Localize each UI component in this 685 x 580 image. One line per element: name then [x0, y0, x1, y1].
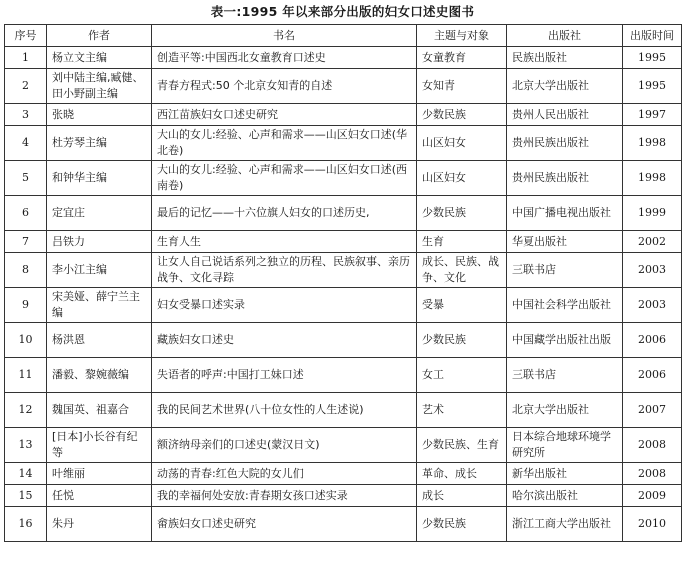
cell-title: 大山的女儿:经验、心声和需求——山区妇女口述(华北卷)	[152, 126, 417, 161]
cell-author: 和钟华主编	[47, 161, 152, 196]
table-row	[5, 69, 682, 104]
header-publisher: 出版社	[507, 25, 623, 47]
cell-num: 3	[5, 104, 47, 126]
cell-title: 我的幸福何处安放:青春期女孩口述实录	[152, 485, 417, 507]
table-row	[5, 47, 682, 69]
cell-num: 14	[5, 463, 47, 485]
table-row	[5, 231, 682, 253]
cell-publisher: 中国社会科学出版社	[507, 288, 623, 323]
cell-publisher: 贵州人民出版社	[507, 104, 623, 126]
table-row	[5, 393, 682, 428]
cell-publisher: 贵州民族出版社	[507, 161, 623, 196]
header-title: 书名	[152, 25, 417, 47]
table-row	[5, 507, 682, 542]
header-num: 序号	[5, 25, 47, 47]
cell-num: 6	[5, 196, 47, 231]
cell-num: 7	[5, 231, 47, 253]
cell-publisher: 哈尔滨出版社	[507, 485, 623, 507]
cell-title: 畲族妇女口述史研究	[152, 507, 417, 542]
cell-topic: 山区妇女	[417, 126, 507, 161]
table-row	[5, 463, 682, 485]
cell-topic: 革命、成长	[417, 463, 507, 485]
cell-topic: 生育	[417, 231, 507, 253]
cell-author: 魏国英、祖嘉合	[47, 393, 152, 428]
cell-num: 15	[5, 485, 47, 507]
cell-num: 8	[5, 253, 47, 288]
cell-title: 大山的女儿:经验、心声和需求——山区妇女口述(西南卷)	[152, 161, 417, 196]
cell-topic: 成长、民族、战争、文化	[417, 253, 507, 288]
header-topic: 主题与对象	[417, 25, 507, 47]
cell-num: 12	[5, 393, 47, 428]
cell-author: 宋美娅、薛宁兰主编	[47, 288, 152, 323]
cell-year: 1998	[623, 126, 682, 161]
cell-year: 1995	[623, 47, 682, 69]
cell-publisher: 三联书店	[507, 358, 623, 393]
cell-title: 青春方程式:50 个北京女知青的自述	[152, 69, 417, 104]
header-row	[5, 25, 682, 47]
cell-publisher: 贵州民族出版社	[507, 126, 623, 161]
cell-num: 1	[5, 47, 47, 69]
cell-author: 张晓	[47, 104, 152, 126]
cell-year: 2006	[623, 358, 682, 393]
cell-year: 2010	[623, 507, 682, 542]
cell-author: 杜芳琴主编	[47, 126, 152, 161]
table-row	[5, 161, 682, 196]
cell-publisher: 民族出版社	[507, 47, 623, 69]
header-author: 作者	[47, 25, 152, 47]
cell-topic: 少数民族	[417, 507, 507, 542]
cell-publisher: 中国广播电视出版社	[507, 196, 623, 231]
cell-title: 妇女受暴口述实录	[152, 288, 417, 323]
cell-year: 1999	[623, 196, 682, 231]
cell-publisher: 新华出版社	[507, 463, 623, 485]
table-row	[5, 428, 682, 463]
cell-title: 让女人自己说话系列之独立的历程、民族叙事、亲历战争、文化寻踪	[152, 253, 417, 288]
cell-author: 潘毅、黎婉薇编	[47, 358, 152, 393]
cell-title: 生育人生	[152, 231, 417, 253]
cell-title: 藏族妇女口述史	[152, 323, 417, 358]
cell-year: 1995	[623, 69, 682, 104]
cell-title: 动荡的青春:红色大院的女儿们	[152, 463, 417, 485]
cell-publisher: 北京大学出版社	[507, 69, 623, 104]
cell-title: 我的民间艺术世界(八十位女性的人生述说)	[152, 393, 417, 428]
header-year: 出版时间	[623, 25, 682, 47]
cell-year: 2006	[623, 323, 682, 358]
cell-year: 1997	[623, 104, 682, 126]
cell-title: 额济纳母亲们的口述史(蒙汉日文)	[152, 428, 417, 463]
cell-num: 9	[5, 288, 47, 323]
cell-author: 杨洪恩	[47, 323, 152, 358]
cell-year: 2008	[623, 463, 682, 485]
table-row	[5, 126, 682, 161]
cell-num: 2	[5, 69, 47, 104]
cell-publisher: 浙江工商大学出版社	[507, 507, 623, 542]
table-row	[5, 196, 682, 231]
cell-topic: 山区妇女	[417, 161, 507, 196]
cell-author: 叶维丽	[47, 463, 152, 485]
cell-year: 2003	[623, 253, 682, 288]
cell-year: 2003	[623, 288, 682, 323]
cell-publisher: 中国藏学出版社出版	[507, 323, 623, 358]
cell-publisher: 三联书店	[507, 253, 623, 288]
cell-num: 5	[5, 161, 47, 196]
cell-author: 任悦	[47, 485, 152, 507]
cell-author: 朱丹	[47, 507, 152, 542]
books-table	[4, 24, 682, 542]
cell-author: 定宜庄	[47, 196, 152, 231]
cell-topic: 少数民族、生育	[417, 428, 507, 463]
table-row	[5, 485, 682, 507]
table-row	[5, 323, 682, 358]
cell-title: 西江苗族妇女口述史研究	[152, 104, 417, 126]
cell-publisher: 日本综合地球环境学研究所	[507, 428, 623, 463]
table-caption: 表一:1995 年以来部分出版的妇女口述史图书	[210, 4, 475, 19]
cell-author: 刘中陆主编,臧健、田小野副主编	[47, 69, 152, 104]
cell-num: 11	[5, 358, 47, 393]
cell-num: 13	[5, 428, 47, 463]
cell-topic: 女童教育	[417, 47, 507, 69]
cell-year: 2009	[623, 485, 682, 507]
cell-year: 1998	[623, 161, 682, 196]
cell-year: 2002	[623, 231, 682, 253]
cell-year: 2007	[623, 393, 682, 428]
cell-author: 吕铁力	[47, 231, 152, 253]
cell-topic: 成长	[417, 485, 507, 507]
table-row	[5, 358, 682, 393]
cell-num: 10	[5, 323, 47, 358]
cell-title: 最后的记忆——十六位旗人妇女的口述历史,	[152, 196, 417, 231]
cell-author: 杨立文主编	[47, 47, 152, 69]
cell-topic: 受暴	[417, 288, 507, 323]
cell-author: 李小江主编	[47, 253, 152, 288]
cell-topic: 少数民族	[417, 323, 507, 358]
cell-topic: 女工	[417, 358, 507, 393]
cell-year: 2008	[623, 428, 682, 463]
cell-topic: 少数民族	[417, 196, 507, 231]
cell-num: 4	[5, 126, 47, 161]
table-row	[5, 104, 682, 126]
cell-publisher: 华夏出版社	[507, 231, 623, 253]
cell-title: 失语者的呼声:中国打工妹口述	[152, 358, 417, 393]
cell-num: 16	[5, 507, 47, 542]
cell-title: 创造平等:中国西北女童教育口述史	[152, 47, 417, 69]
cell-publisher: 北京大学出版社	[507, 393, 623, 428]
cell-author: [日本]小长谷有纪等	[47, 428, 152, 463]
cell-topic: 艺术	[417, 393, 507, 428]
cell-topic: 少数民族	[417, 104, 507, 126]
table-row	[5, 288, 682, 323]
cell-topic: 女知青	[417, 69, 507, 104]
table-row	[5, 253, 682, 288]
